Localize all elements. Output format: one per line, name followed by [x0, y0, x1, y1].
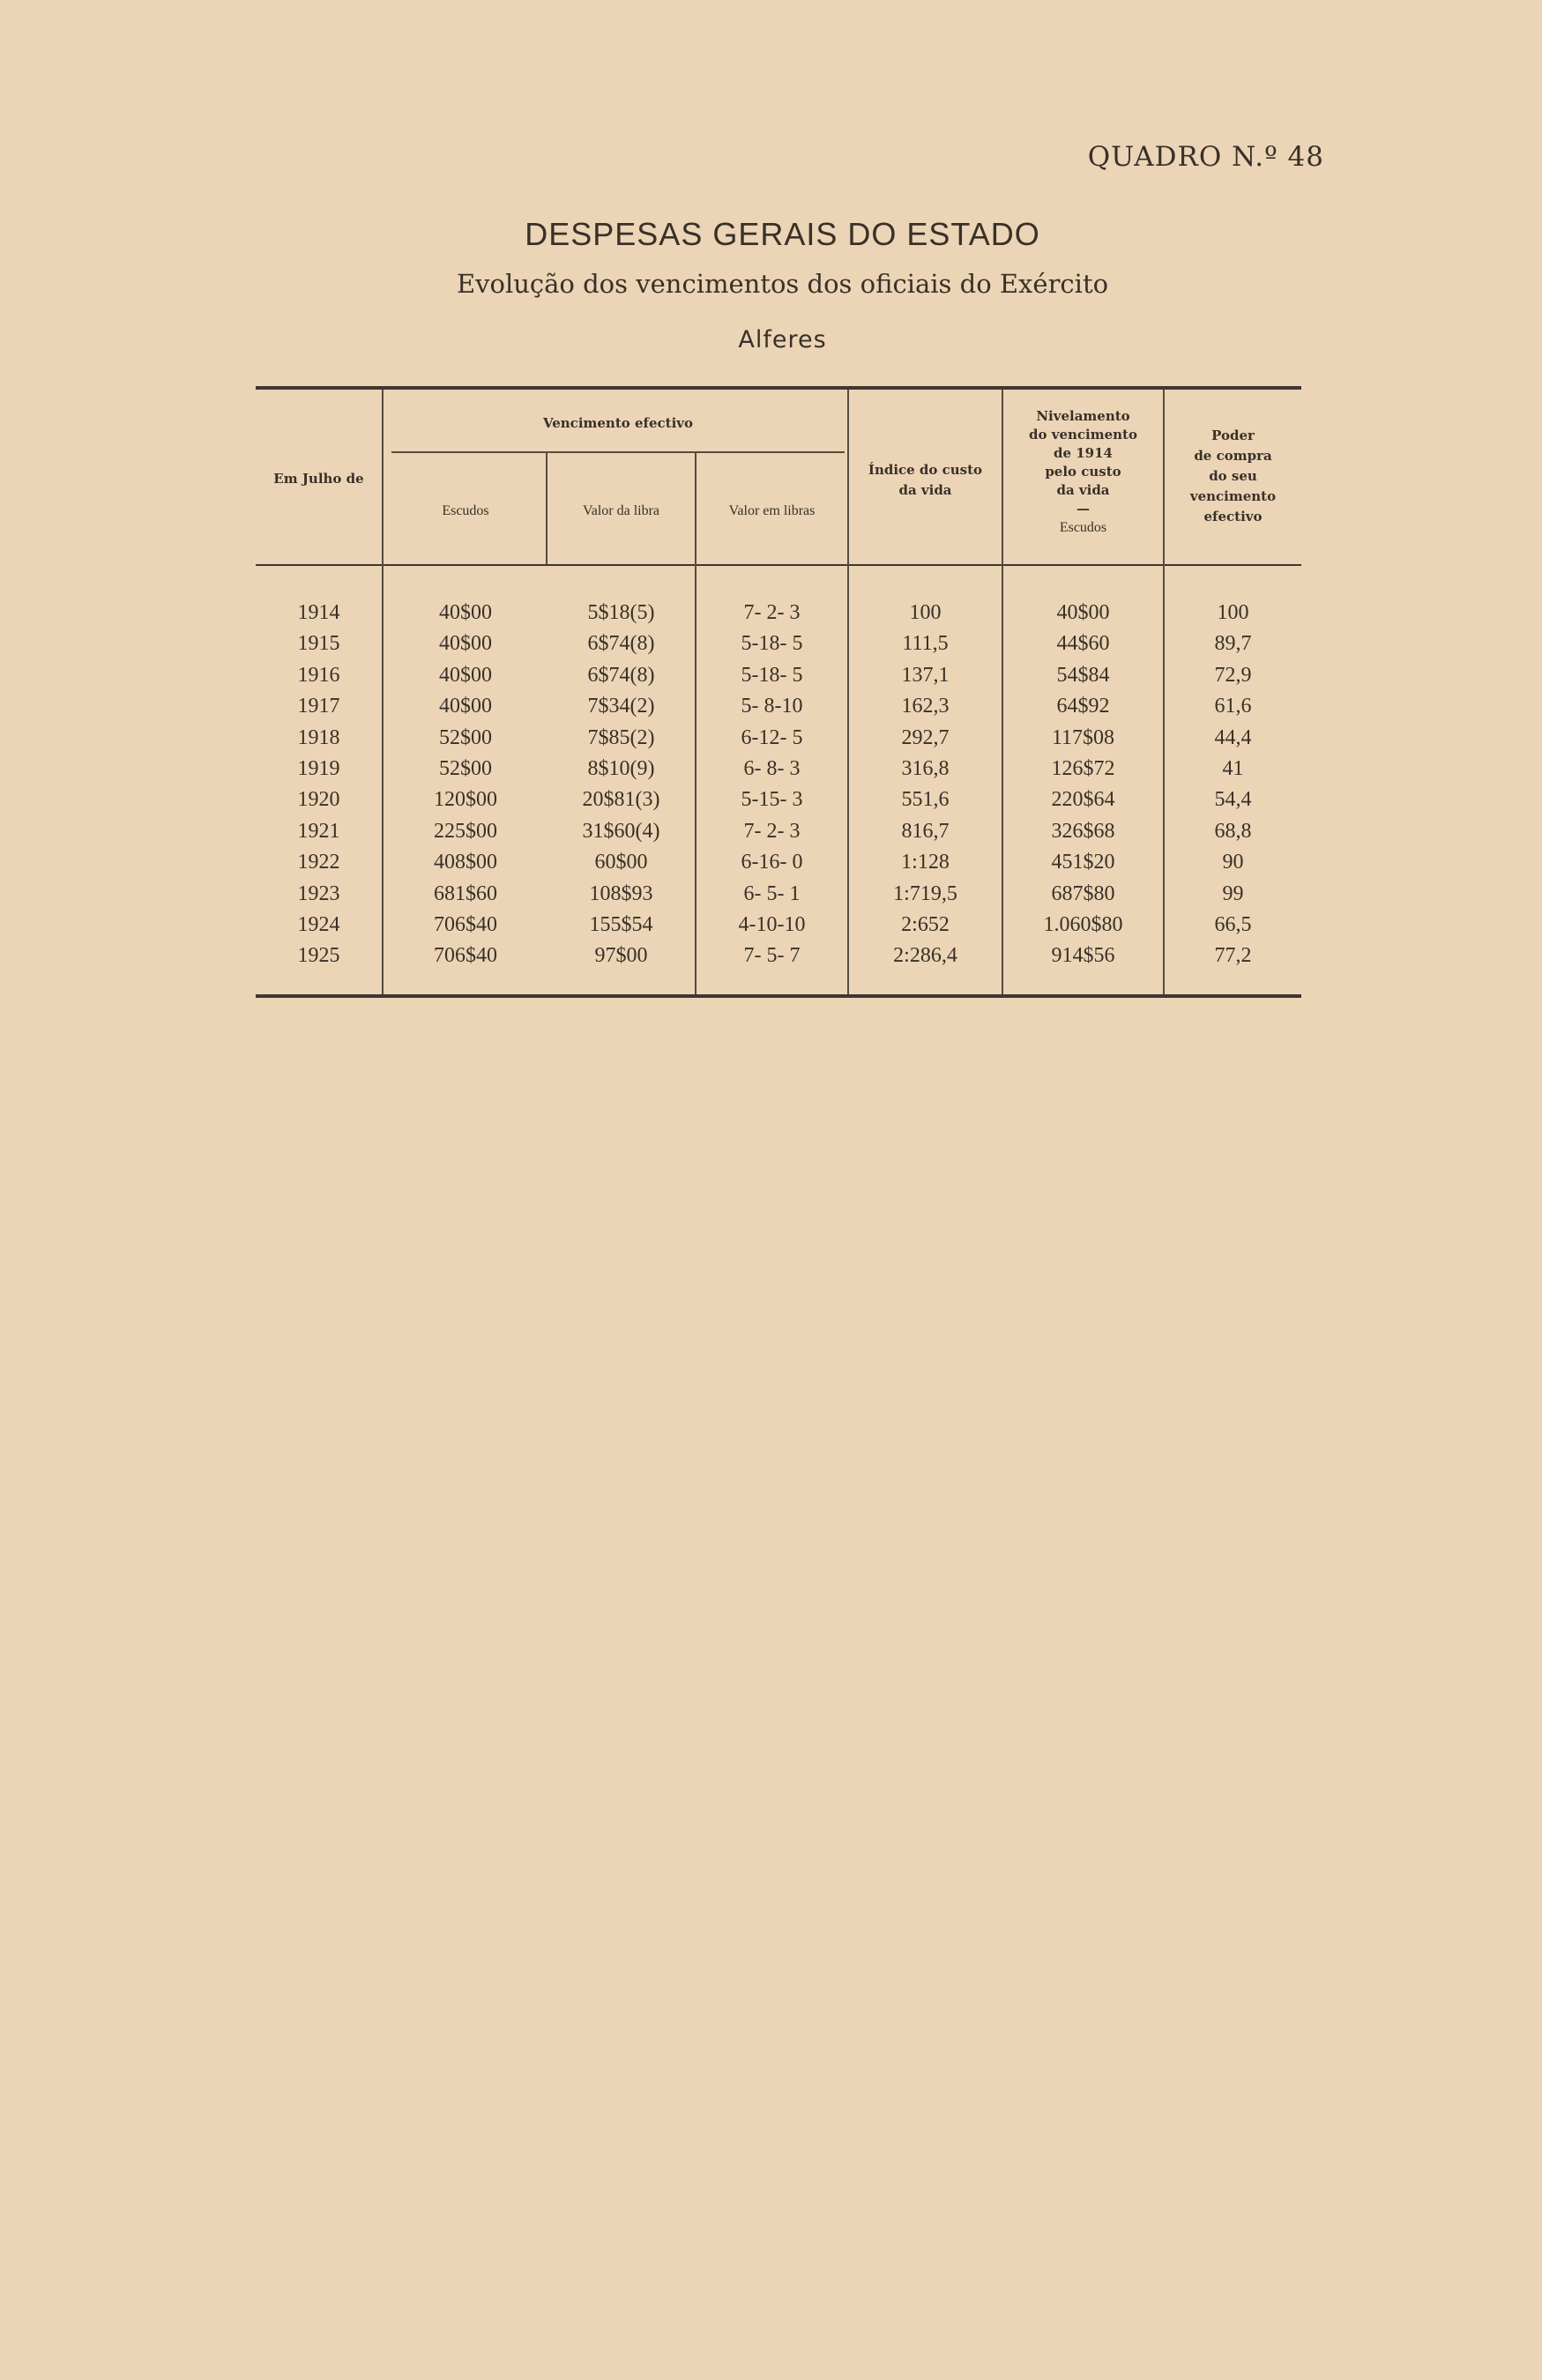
cell-valor-da-libra: 97$00 [594, 944, 648, 968]
cell-indice: 2:652 [901, 912, 950, 936]
header-indice [849, 460, 1002, 501]
cell-poder: 90 [1222, 851, 1244, 874]
cell-indice: 100 [909, 601, 942, 624]
cell-valor-da-libra: 6$74(8) [587, 632, 655, 656]
cell-valor-em-libras: 7- 5- 7 [743, 944, 801, 968]
header-nivelamento-line: do vencimento [1029, 427, 1137, 443]
cell-year: 1923 [297, 881, 340, 905]
cell-nivelamento: 914$56 [1051, 944, 1115, 968]
table-top-rule [256, 386, 1301, 390]
cell-valor-da-libra: 20$81(3) [582, 788, 660, 812]
cell-year: 1917 [297, 695, 340, 718]
cell-year: 1922 [297, 851, 340, 874]
cell-valor-da-libra: 5$18(5) [587, 601, 655, 624]
header-vencimento-efectivo: Vencimento efectivo [542, 415, 694, 431]
cell-poder: 68,8 [1214, 819, 1252, 843]
header-nivelamento-line: da vida [1056, 482, 1110, 498]
cell-nivelamento: 44$60 [1056, 632, 1110, 656]
cell-year: 1920 [297, 788, 340, 812]
cell-year: 1924 [297, 912, 340, 936]
cell-valor-da-libra: 60$00 [594, 851, 648, 874]
cell-valor-em-libras: 6-16- 0 [741, 851, 803, 874]
cell-escudos: 706$40 [434, 912, 497, 936]
table-row [256, 754, 1301, 785]
cell-nivelamento: 451$20 [1051, 851, 1115, 874]
cell-escudos: 706$40 [434, 944, 497, 968]
table-row [256, 628, 1301, 659]
cell-nivelamento: 40$00 [1056, 601, 1110, 624]
cell-year: 1919 [297, 756, 340, 780]
cell-indice: 1:719,5 [893, 881, 957, 905]
cell-escudos: 40$00 [439, 695, 492, 718]
cell-nivelamento: 117$08 [1051, 725, 1115, 749]
cell-nivelamento: 54$84 [1056, 663, 1110, 687]
header-nivelamento [1003, 407, 1163, 537]
header-poder-line: de compra [1194, 448, 1272, 464]
cell-indice: 816,7 [901, 819, 950, 843]
cell-escudos: 52$00 [439, 725, 492, 749]
cell-indice: 316,8 [901, 756, 950, 780]
cell-valor-da-libra: 108$93 [589, 881, 653, 905]
cell-year: 1921 [297, 819, 340, 843]
cell-poder: 66,5 [1214, 912, 1252, 936]
cell-indice: 137,1 [901, 663, 950, 687]
cell-valor-da-libra: 7$85(2) [587, 725, 655, 749]
table-row [256, 598, 1301, 628]
cell-valor-em-libras: 5-18- 5 [741, 663, 803, 687]
table-row [256, 723, 1301, 754]
cell-poder: 72,9 [1214, 663, 1252, 687]
cell-poder: 61,6 [1214, 695, 1252, 718]
header-indice-line: da vida [898, 482, 952, 498]
header-bottom-rule [256, 564, 1301, 566]
cell-poder: 54,4 [1214, 788, 1252, 812]
cell-nivelamento: 220$64 [1051, 788, 1115, 812]
table-row [256, 691, 1301, 722]
cell-valor-em-libras: 5-15- 3 [741, 788, 803, 812]
header-poder-line: Poder [1211, 428, 1255, 443]
header-year: Em Julho de [273, 471, 364, 487]
cell-escudos: 120$00 [434, 788, 497, 812]
cell-poder: 41 [1222, 756, 1244, 780]
cell-valor-da-libra: 6$74(8) [587, 663, 655, 687]
header-poder [1165, 426, 1301, 527]
cell-indice: 1:128 [901, 851, 950, 874]
header-poder-line: do seu [1209, 468, 1257, 484]
table-row [256, 847, 1301, 878]
rank-label: Alferes [738, 326, 827, 353]
cell-valor-da-libra: 31$60(4) [582, 819, 660, 843]
table-row [256, 785, 1301, 815]
cell-poder: 99 [1222, 881, 1244, 905]
header-valor-da-libra: Valor da libra [582, 503, 660, 518]
table-row [256, 816, 1301, 847]
header-valor-em-libras: Valor em libras [728, 503, 816, 518]
cell-poder: 77,2 [1214, 944, 1252, 968]
table-bottom-rule [256, 994, 1301, 998]
cell-valor-em-libras: 6- 8- 3 [743, 756, 801, 780]
header-indice-line: Índice do custo [868, 462, 983, 478]
cell-valor-em-libras: 7- 2- 3 [743, 819, 801, 843]
cell-escudos: 681$60 [434, 881, 497, 905]
cell-nivelamento: 326$68 [1051, 819, 1115, 843]
cell-nivelamento: 687$80 [1051, 881, 1115, 905]
cell-year: 1925 [297, 944, 340, 968]
cell-escudos: 40$00 [439, 601, 492, 624]
table-row [256, 879, 1301, 910]
header-nivelamento-line: Escudos [1059, 520, 1107, 535]
cell-year: 1918 [297, 725, 340, 749]
cell-valor-em-libras: 6-12- 5 [741, 725, 803, 749]
cell-valor-da-libra: 155$54 [589, 912, 653, 936]
header-nivelamento-line: — [1076, 501, 1090, 517]
header-nivelamento-line: de 1914 [1053, 445, 1113, 461]
group-underline [391, 451, 845, 453]
cell-valor-em-libras: 4-10-10 [738, 912, 806, 936]
header-escudos: Escudos [442, 503, 489, 518]
table-row [256, 910, 1301, 941]
header-nivelamento-line: Nivelamento [1036, 408, 1130, 424]
table-row [256, 941, 1301, 971]
cell-year: 1914 [297, 601, 340, 624]
document-subtitle: Evolução dos vencimentos dos oficiais do Exército [456, 269, 1109, 299]
cell-year: 1916 [297, 663, 340, 687]
cell-indice: 111,5 [902, 632, 949, 656]
cell-poder: 100 [1217, 601, 1249, 624]
cell-indice: 162,3 [901, 695, 950, 718]
document-title: DESPESAS GERAIS DO ESTADO [525, 216, 1040, 252]
cell-indice: 551,6 [901, 788, 950, 812]
table-row [256, 660, 1301, 691]
cell-nivelamento: 126$72 [1051, 756, 1115, 780]
cell-poder: 44,4 [1214, 725, 1252, 749]
header-poder-line: vencimento [1189, 488, 1277, 504]
cell-indice: 292,7 [901, 725, 950, 749]
page-label: QUADRO N.º 48 [1087, 141, 1324, 173]
cell-escudos: 225$00 [434, 819, 497, 843]
cell-valor-em-libras: 7- 2- 3 [743, 601, 801, 624]
table-body [256, 598, 1301, 972]
header-poder-line: efectivo [1203, 509, 1263, 524]
cell-nivelamento: 1.060$80 [1043, 912, 1123, 936]
cell-escudos: 52$00 [439, 756, 492, 780]
cell-valor-da-libra: 8$10(9) [587, 756, 655, 780]
cell-valor-da-libra: 7$34(2) [587, 695, 655, 718]
cell-valor-em-libras: 5- 8-10 [741, 695, 803, 718]
cell-valor-em-libras: 5-18- 5 [741, 632, 803, 656]
cell-indice: 2:286,4 [893, 944, 957, 968]
header-nivelamento-line: pelo custo [1045, 464, 1121, 480]
cell-poder: 89,7 [1214, 632, 1252, 656]
cell-escudos: 408$00 [434, 851, 497, 874]
cell-year: 1915 [297, 632, 340, 656]
cell-escudos: 40$00 [439, 632, 492, 656]
cell-valor-em-libras: 6- 5- 1 [743, 881, 801, 905]
cell-escudos: 40$00 [439, 663, 492, 687]
cell-nivelamento: 64$92 [1056, 695, 1110, 718]
